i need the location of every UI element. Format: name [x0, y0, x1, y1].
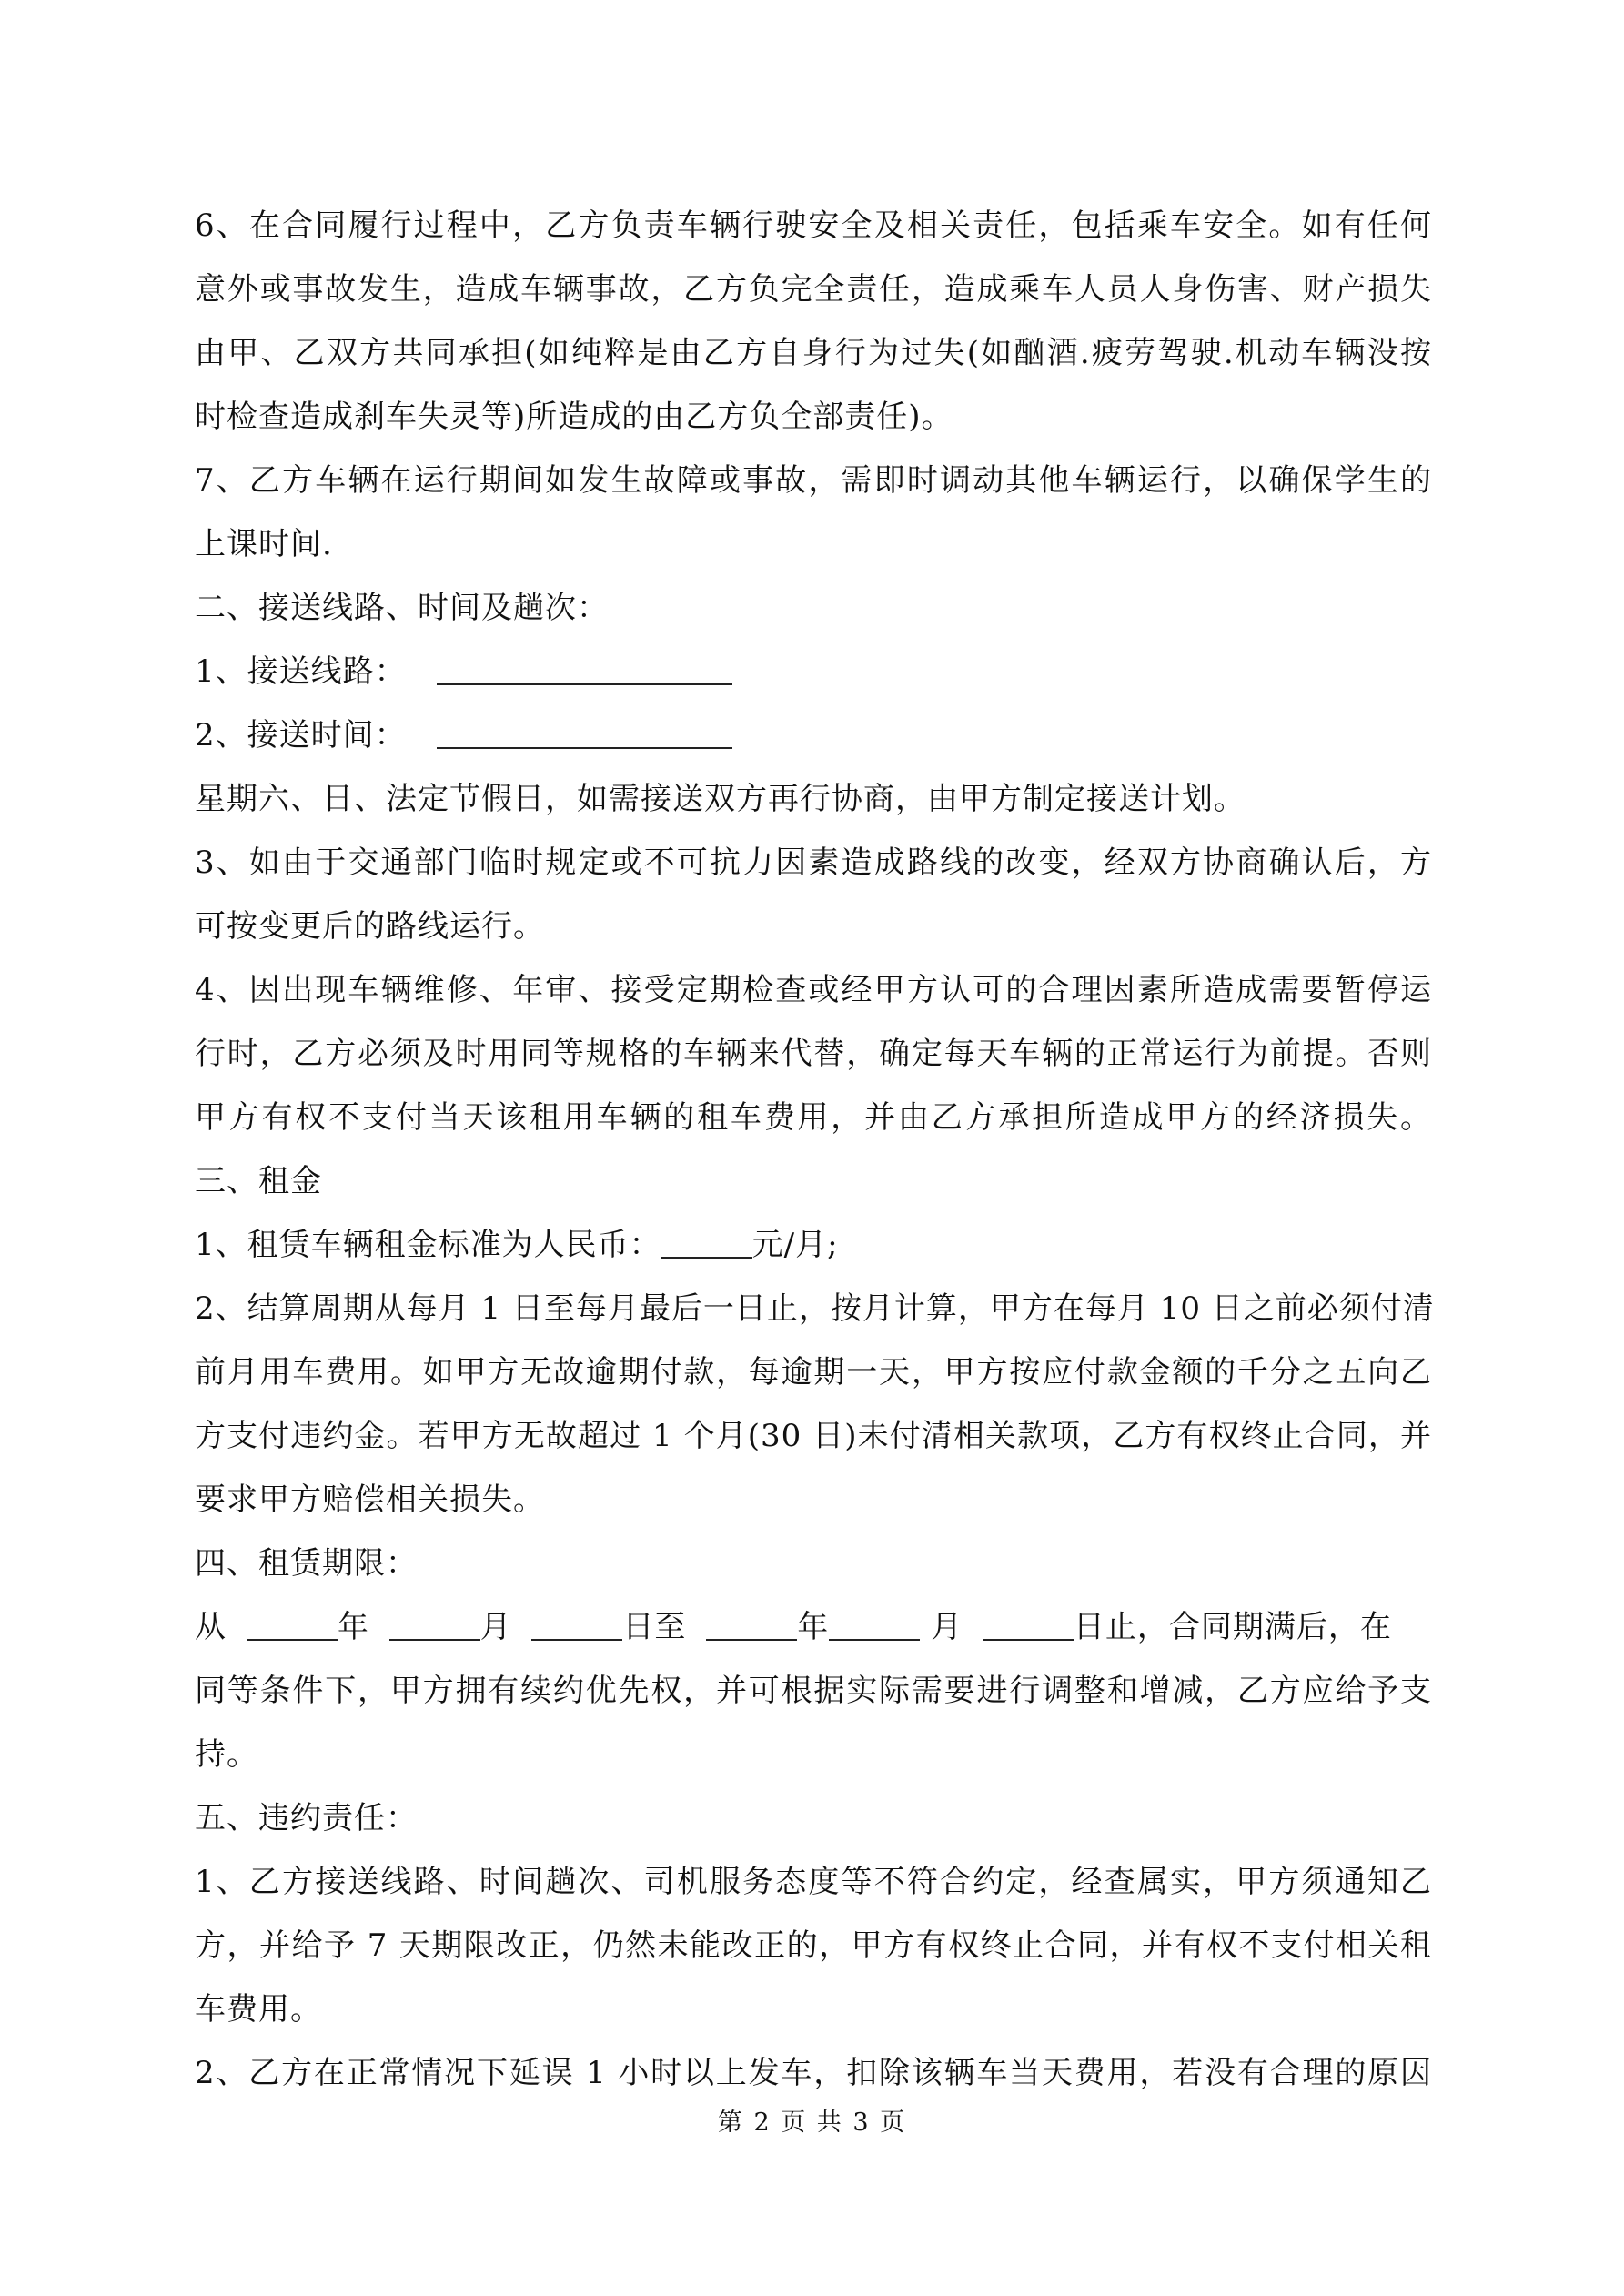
time-line — [195, 713, 1432, 758]
text-line: 4、因出现车辆维修、年审、接受定期检查或经甲方认可的合理因素所造成需要暂停运 — [195, 972, 1432, 1008]
term-day-to: 日至 — [622, 1609, 687, 1645]
term-month: 月 — [479, 1609, 512, 1645]
text-line: 时检查造成刹车失灵等)所造成的由乙方负全部责任)。 — [195, 399, 953, 435]
text-line: 由甲、乙双方共同承担(如纯粹是由乙方自身行为过失(如酗酒.疲劳驾驶.机动车辆没按 — [195, 335, 1432, 371]
term-year2: 年 — [797, 1609, 830, 1645]
text-line: 2、乙方在正常情况下延误 1 小时以上发车，扣除该辆车当天费用，若没有合理的原因 — [195, 2055, 1432, 2091]
text-line: 1、乙方接送线路、时间趟次、司机服务态度等不符合约定，经查属实，甲方须通知乙 — [195, 1864, 1432, 1900]
section-heading: 三、租金 — [195, 1163, 322, 1199]
text-line: 方支付违约金。若甲方无故超过 1 个月(30 日)未付清相关款项，乙方有权终止合同，并 — [195, 1418, 1432, 1454]
text-line: 要求甲方赔偿相关损失。 — [195, 1482, 545, 1518]
text-line: 意外或事故发生，造成车辆事故，乙方负完全责任，造成乘车人员人身伤害、财产损失 — [195, 271, 1432, 308]
text-line: 持。 — [195, 1736, 258, 1773]
text-line: 可按变更后的路线运行。 — [195, 908, 545, 945]
text-line: 星期六、日、法定节假日，如需接送双方再行协商，由甲方制定接送计划。 — [195, 781, 1246, 817]
route-label: 1、接送线路： — [195, 653, 407, 690]
rent-amount-blank — [661, 1226, 752, 1259]
text-line: 2、结算周期从每月 1 日至每月最后一日止，按月计算，甲方在每月 10 日之前必须付清 — [195, 1290, 1435, 1327]
text-line: 7、乙方车辆在运行期间如发生故障或事故，需即时调动其他车辆运行，以确保学生的 — [195, 462, 1432, 499]
text-line: 6、在合同履行过程中，乙方负责车辆行驶安全及相关责任，包括乘车安全。如有任何 — [195, 207, 1432, 244]
term-line — [195, 1604, 1432, 1650]
start-day-blank — [531, 1608, 622, 1641]
end-day-blank — [983, 1608, 1074, 1641]
term-from: 从 — [195, 1609, 227, 1645]
section-heading: 二、接送线路、时间及趟次： — [195, 590, 609, 626]
end-month-blank — [829, 1608, 920, 1641]
term-tail: 日止，合同期满后，在 — [1073, 1609, 1392, 1645]
section-heading: 五、违约责任： — [195, 1800, 418, 1836]
text-line: 前月用车费用。如甲方无故逾期付款，每逾期一天，甲方按应付款金额的千分之五向乙 — [195, 1354, 1432, 1391]
section-heading: 四、租赁期限： — [195, 1545, 418, 1582]
text-line: 上课时间. — [195, 526, 333, 562]
rent-label: 1、租赁车辆租金标准为人民币： — [195, 1227, 661, 1263]
rent-unit: 元/月; — [751, 1227, 839, 1263]
term-month2: 月 — [931, 1609, 963, 1645]
text-line: 3、如由于交通部门临时规定或不可抗力因素造成路线的改变，经双方协商确认后，方 — [195, 845, 1432, 881]
time-blank — [437, 716, 732, 749]
text-line: 同等条件下，甲方拥有续约优先权，并可根据实际需要进行调整和增减，乙方应给予支 — [195, 1673, 1432, 1709]
page-footer: 第 2 页 共 3 页 — [717, 2109, 907, 2137]
start-year-blank — [247, 1608, 338, 1641]
start-month-blank — [389, 1608, 480, 1641]
rent-line — [195, 1222, 1432, 1268]
text-line: 方，并给予 7 天期限改正，仍然未能改正的，甲方有权终止合同，并有权不支付相关租 — [195, 1927, 1432, 1964]
end-year-blank — [706, 1608, 797, 1641]
text-line: 车费用。 — [195, 1991, 322, 2028]
time-label: 2、接送时间： — [195, 717, 407, 754]
text-line: 行时，乙方必须及时用同等规格的车辆来代替，确定每天车辆的正常运行为前提。否则 — [195, 1036, 1432, 1072]
term-year: 年 — [337, 1609, 369, 1645]
text-line: 甲方有权不支付当天该租用车辆的租车费用，并由乙方承担所造成甲方的经济损失。 — [195, 1099, 1432, 1136]
route-blank — [437, 652, 732, 685]
route-line — [195, 649, 1432, 694]
